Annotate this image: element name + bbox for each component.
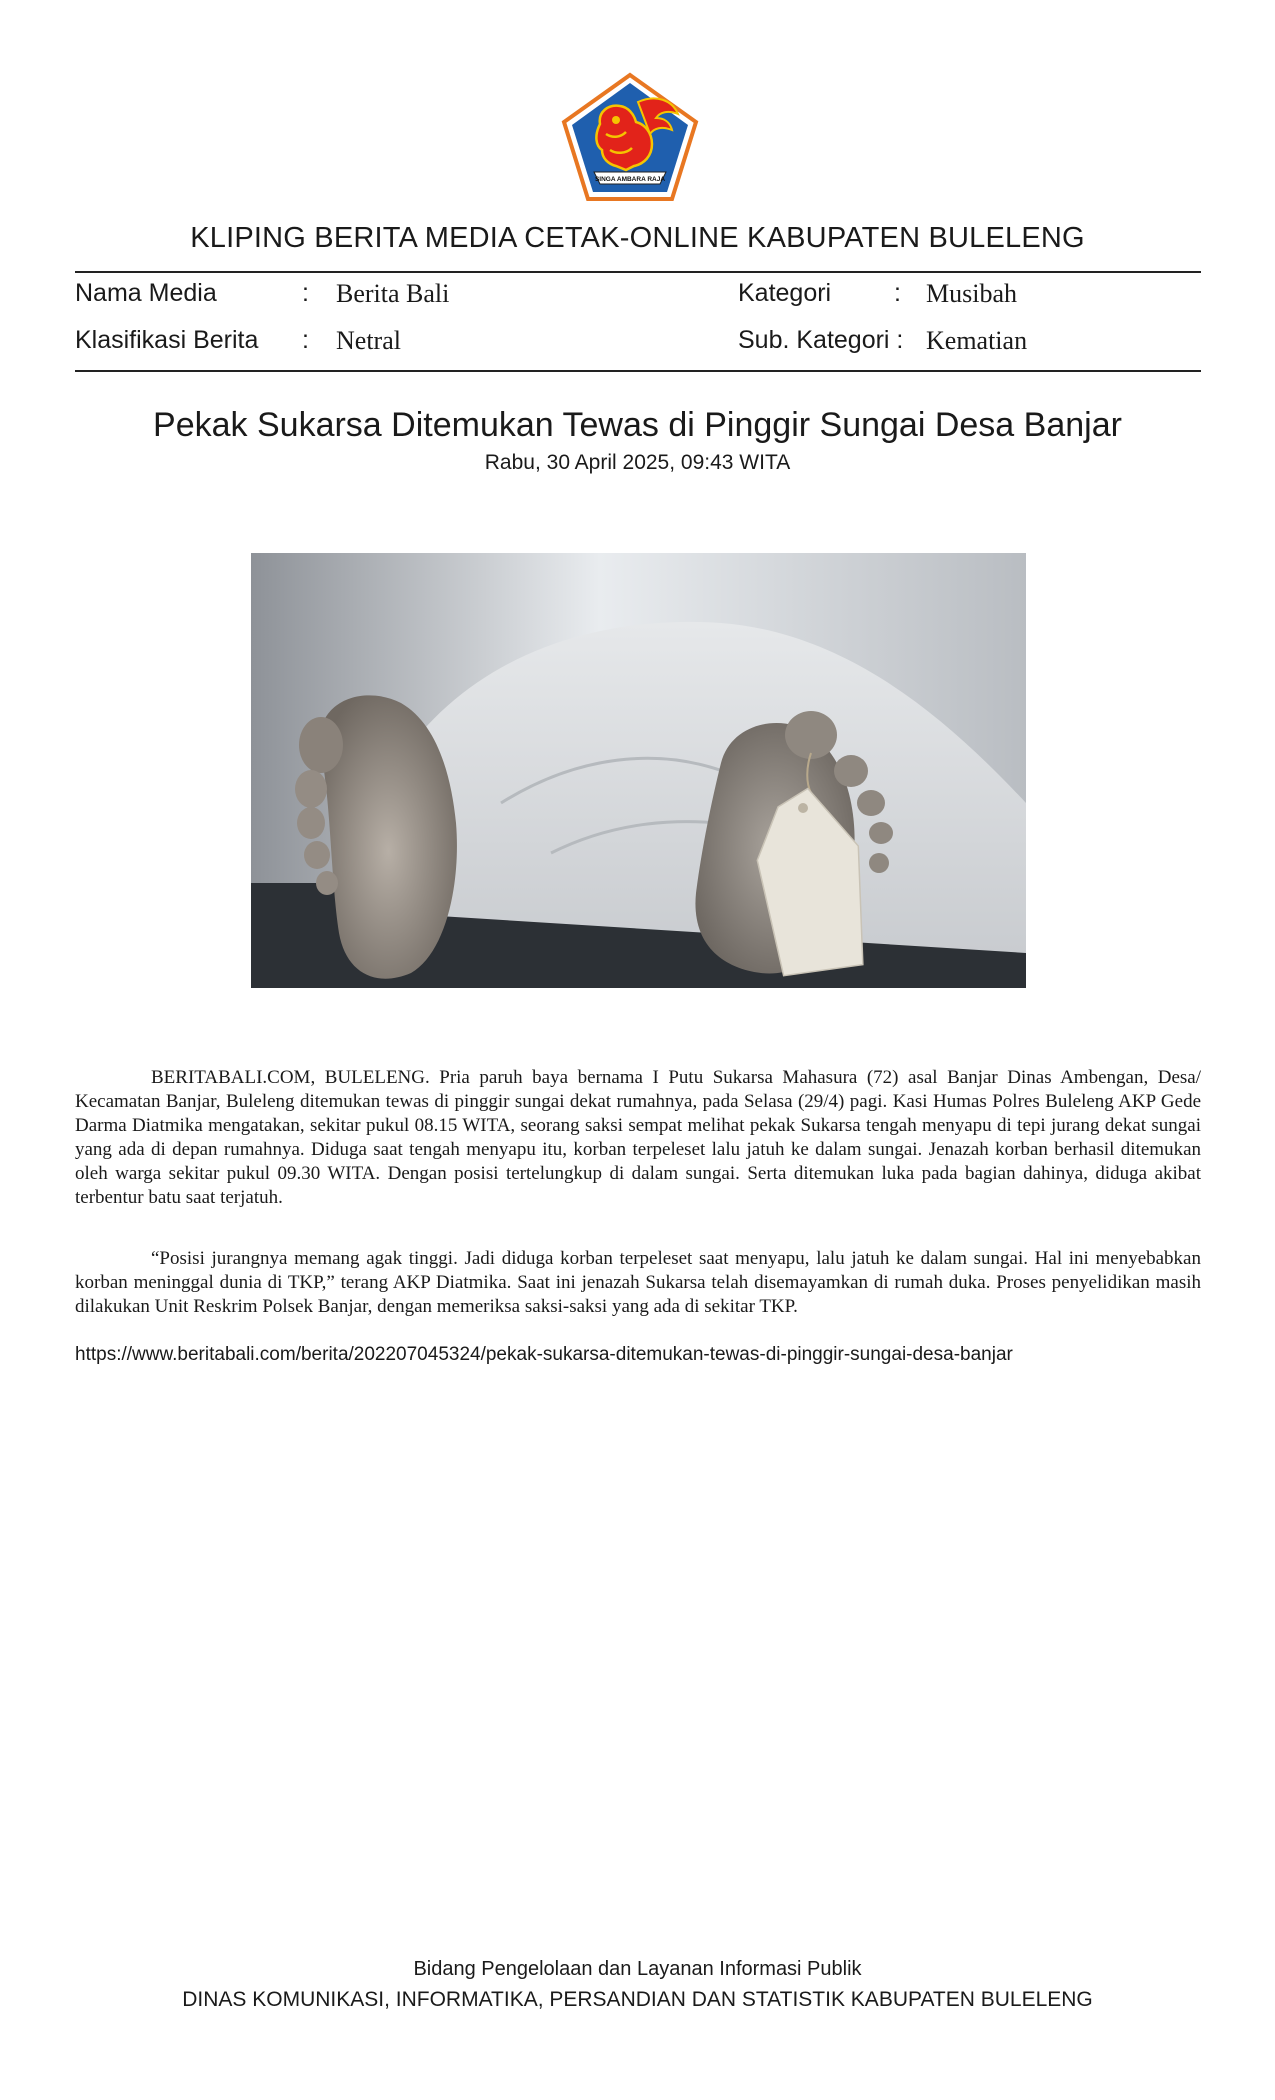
header-divider-bottom <box>75 370 1201 372</box>
klasifikasi-berita-label: Klasifikasi Berita <box>75 326 259 354</box>
nama-media-value: Berita Bali <box>336 279 450 308</box>
nama-media-colon: : <box>302 279 309 307</box>
sub-kategori-label: Sub. Kategori : <box>738 326 904 354</box>
kategori-colon: : <box>894 279 901 307</box>
emblem-banner-text: SINGA AMBARA RAJA <box>594 176 666 183</box>
article-date: Rabu, 30 April 2025, 09:43 WITA <box>484 451 791 474</box>
footer-agency: DINAS KOMUNIKASI, INFORMATIKA, PERSANDIAN DAN STATISTIK KABUPATEN BULELENG <box>182 1988 1093 2011</box>
article-paragraph: BERITABALI.COM, BULELENG. Pria paruh baya bernama I Putu Sukarsa Mahasura (72) asal Banjar Dinas Ambengan, Desa/ Kecamatan Banjar, Buleleng ditemukan tewas di pinggir sungai dekat rumahnya, pada Selasa (29/4) pagi. Kasi Humas Polres Buleleng AKP Gede Darma Diatmika mengatakan, sekitar pukul 08.15 WITA, seorang saksi sempat melihat pekak Sukarsa tengah menyapu di tepi jurang dekat sungai yang ada di depan rumahnya. Diduga saat tengah menyapu itu, korban terpeleset lalu jatuh ke dalam sungai. Jenazah korban berhasil ditemukan oleh warga sekitar pukul 09.30 WITA. Dengan posisi tertelungkup di dalam sungai. Serta ditemukan luka pada bagian dahinya, diduga akibat terbentur batu saat terjatuh. <box>75 1067 1201 1208</box>
sub-kategori-value: Kematian <box>926 326 1028 355</box>
kategori-label: Kategori <box>738 279 832 307</box>
article-title: Pekak Sukarsa Ditemukan Tewas di Pinggir Sungai Desa Banjar <box>153 406 1122 444</box>
singa-ambara-raja-emblem-icon <box>560 72 700 202</box>
footer-department: Bidang Pengelolaan dan Layanan Informasi Publik <box>413 1958 862 1980</box>
article-paragraph: “Posisi jurangnya memang agak tinggi. Jadi diduga korban terpeleset saat menyapu, lalu jatuh ke dalam sungai. Hal ini menyebabkan korban meninggal dunia di TKP,” terang AKP Diatmika. Saat ini jenazah Sukarsa telah disemayamkan di rumah duka. Proses penyelidikan masih dilakukan Unit Reskrim Polsek Banjar, dengan memeriksa saksi-saksi yang ada di sekitar TKP. <box>75 1248 1201 1317</box>
klasifikasi-berita-colon: : <box>302 326 309 354</box>
source-link[interactable]: https://www.beritabali.com/berita/202207045324/pekak-sukarsa-ditemukan-tewas-di-pinggir-sungai-desa-banjar <box>75 1344 1013 1365</box>
kategori-value: Musibah <box>926 279 1017 308</box>
header-divider-top <box>75 271 1201 273</box>
klasifikasi-berita-value: Netral <box>336 326 401 355</box>
kliping-title: KLIPING BERITA MEDIA CETAK-ONLINE KABUPATEN BULELENG <box>190 222 1085 254</box>
covered-body-feet-toe-tag-photo <box>251 553 1026 988</box>
nama-media-label: Nama Media <box>75 279 217 307</box>
